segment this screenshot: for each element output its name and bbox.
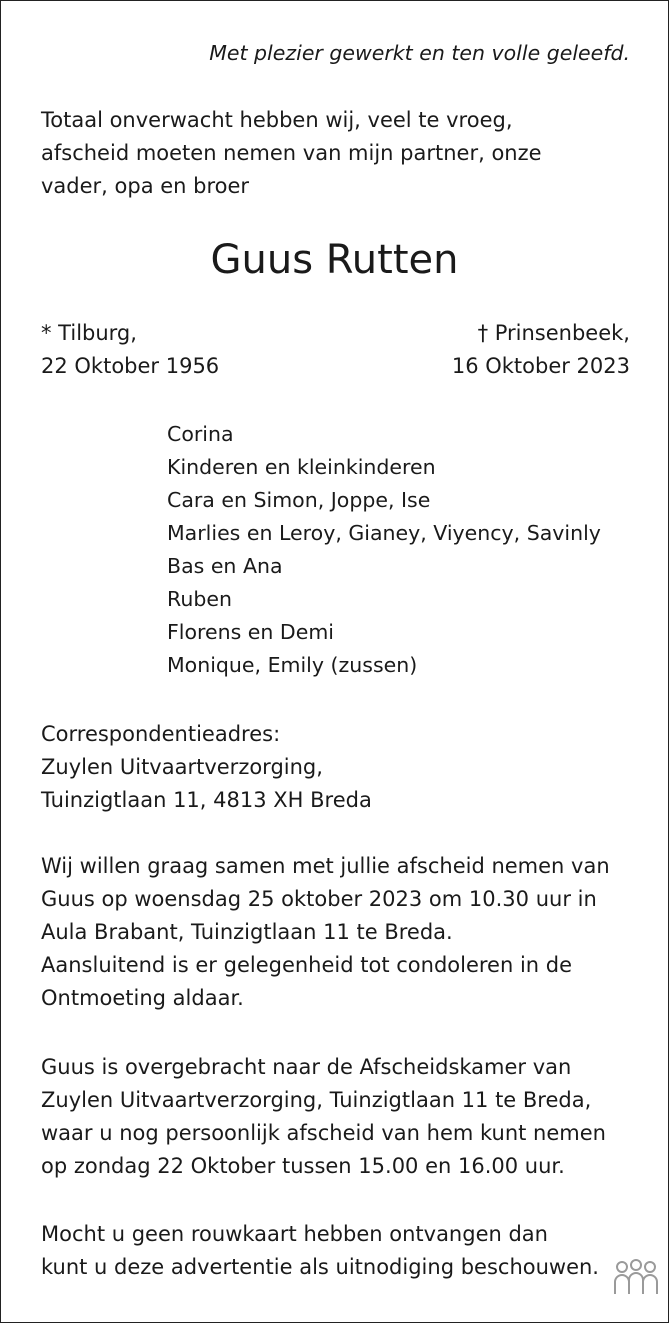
intro-text <box>41 104 542 203</box>
people-group-icon <box>612 1258 660 1308</box>
family-member: Cara en Simon, Joppe, Ise <box>167 488 431 512</box>
address-line: Correspondentieadres: <box>41 722 281 746</box>
service-line: Wij willen graag samen met jullie afscheid nemen van <box>41 854 610 878</box>
birth-date: 22 Oktober 1956 <box>41 354 220 378</box>
family-member: Kinderen en kleinkinderen <box>167 455 436 479</box>
intro-line: Totaal onverwacht hebben wij, veel te vroeg, <box>41 108 513 132</box>
viewing-line: Guus is overgebracht naar de Afscheidskamer van <box>41 1055 572 1079</box>
family-list <box>167 418 601 682</box>
closing-line: Mocht u geen rouwkaart hebben ontvangen dan <box>41 1222 548 1246</box>
viewing-line: op zondag 22 Oktober tussen 15.00 en 16.00 uur. <box>41 1154 565 1178</box>
birth-info <box>41 317 219 383</box>
death-info <box>452 317 630 383</box>
family-member: Ruben <box>167 587 232 611</box>
viewing-line: Zuylen Uitvaartverzorging, Tuinzigtlaan 11 te Breda, <box>41 1088 592 1112</box>
family-member: Corina <box>167 422 234 446</box>
birth-place: * Tilburg, <box>41 321 137 345</box>
address-line: Tuinzigtlaan 11, 4813 XH Breda <box>41 788 372 812</box>
death-date: 16 Oktober 2023 <box>451 354 630 378</box>
address-line: Zuylen Uitvaartverzorging, <box>41 755 323 779</box>
motto: Met plezier gewerkt en ten volle geleefd. <box>209 41 630 65</box>
closing-note <box>41 1218 599 1284</box>
deceased-name: Guus Rutten <box>210 237 459 283</box>
family-member: Florens en Demi <box>167 620 334 644</box>
service-line: Ontmoeting aldaar. <box>41 986 244 1010</box>
service-info <box>41 850 610 1015</box>
death-place: † Prinsenbeek, <box>477 321 630 345</box>
service-line: Aula Brabant, Tuinzigtlaan 11 te Breda. <box>41 920 453 944</box>
family-member: Bas en Ana <box>167 554 283 578</box>
correspondence-address <box>41 718 372 817</box>
viewing-info <box>41 1051 606 1183</box>
viewing-line: waar u nog persoonlijk afscheid van hem kunt nemen <box>41 1121 606 1145</box>
intro-line: afscheid moeten nemen van mijn partner, onze <box>41 141 542 165</box>
family-member: Marlies en Leroy, Gianey, Viyency, Savinly <box>167 521 601 545</box>
family-member: Monique, Emily (zussen) <box>167 653 418 677</box>
service-line: Guus op woensdag 25 oktober 2023 om 10.30 uur in <box>41 887 597 911</box>
service-line: Aansluitend is er gelegenheid tot condoleren in de <box>41 953 573 977</box>
closing-line: kunt u deze advertentie als uitnodiging beschouwen. <box>41 1255 599 1279</box>
intro-line: vader, opa en broer <box>41 174 250 198</box>
